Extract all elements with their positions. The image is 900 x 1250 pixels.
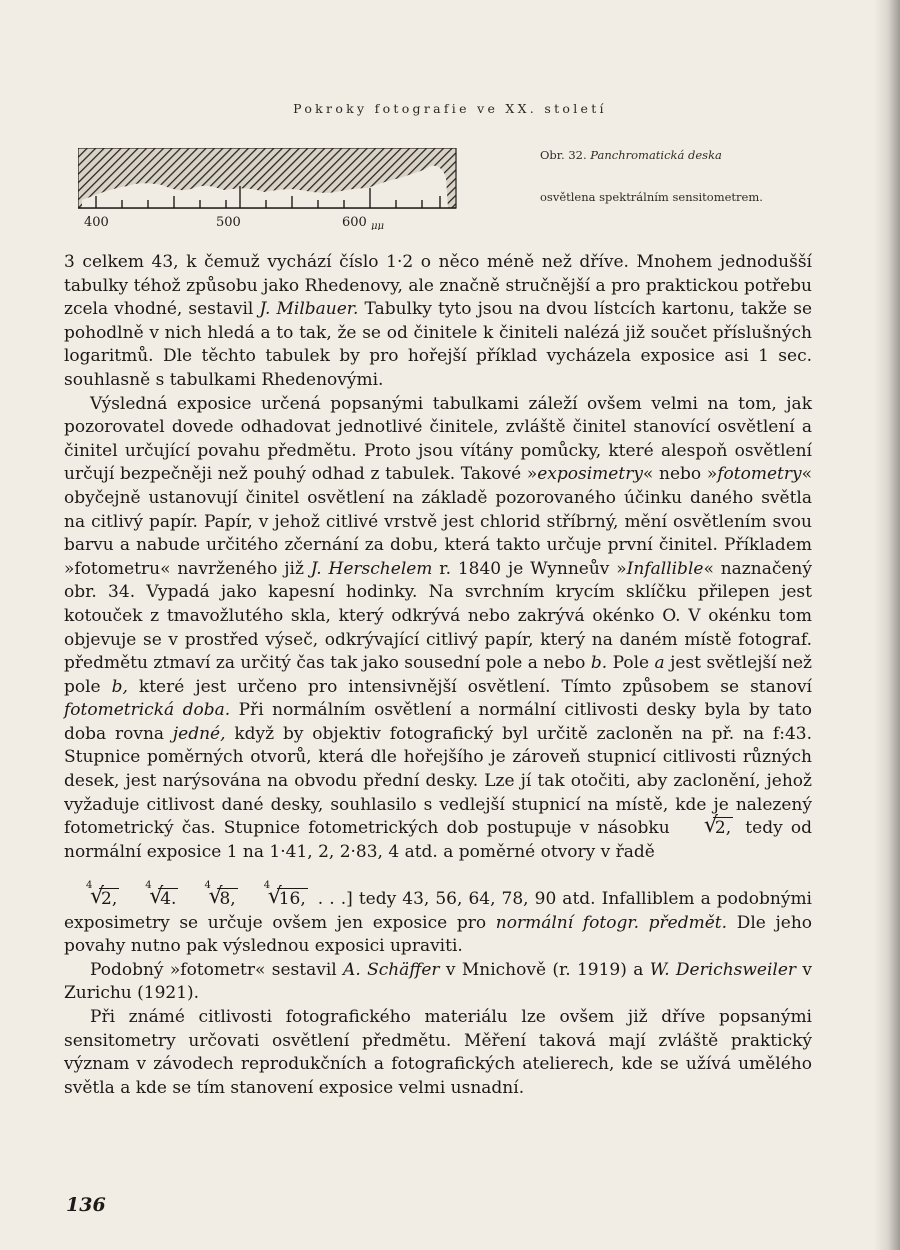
paragraph-3: Podobný »fotometr« sestavil A. Schäffer v Mnichově (r. 1919) a W. Derichsweiler v Zurichu (1921).: [64, 959, 813, 1004]
scale-unit: μμ: [371, 221, 384, 230]
figure-title: Panchromatická deska: [590, 148, 722, 162]
scale-label-500: 500: [216, 215, 241, 230]
spectrogram-figure: [78, 148, 458, 230]
fourth-root-8: 4 √ 8,: [204, 880, 236, 910]
page-edge-shadow: [874, 0, 900, 1250]
page-number: 136: [66, 1194, 106, 1216]
paragraph-1: 3 celkem 43, k čemuž vychází číslo 1·2 o něco méně než dříve. Mnohem jednodušší tabulky téhož způsobu jako Rhedenovy, ale značně stručnější a pro praktickou potřebu zcela vhodné, sestavil J. Milbauer. Tabulky tyto jsou na dvou lístcích kartonu, takže se pohodlně v nich hledá a to tak, že se od činitele k činiteli nalézá již součet příslušných logaritmů. Dle těchto tabulek by pro hořejší příklad vycházela exposice asi 1 sec. souhlasně s tabulkami Rhedenovými.: [64, 252, 813, 390]
scale-label-600: 600: [342, 215, 367, 230]
figure-caption: [540, 148, 800, 204]
figure-subtitle: osvětlena spektrálním sensitometrem.: [540, 190, 763, 204]
paragraph-4: Při známé citlivosti fotografického materiálu lze ovšem již dříve popsanými sensitometry určovati osvětlení předmětu. Měření taková mají zvláště praktický význam v závodech reprodukčních a fotografických atelierech, kde se užívá umělého světla a kde se tím stanovení exposice velmi usnadní.: [64, 1007, 812, 1098]
paragraph-2: Výsledná exposice určená popsanými tabulkami záleží ovšem velmi na tom, jak pozorovatel dovede odhadovat jednotlivé činitele, zvláště činitel stanovící osvětlení a činitel určující povahu předmětu. Proto jsou vítány pomůcky, které alespoň osvětlení určují bezpečněji než pouhý odhad z tabulek. Takové »exposimetry« nebo »fotometry« obyčejně ustanovují činitel osvětlení na základě pozorovaného účinku daného světla na citlivý papír. Papír, v jehož citlivé vrstvě jest chlorid stříbrný, mění osvětlením svou barvu a nabude určitého zčernání za dobu, která takto určuje první činitel. Příkladem »fotometru« navrženého již J. Herschelem r. 1840 je Wynneův »Infallible« naznačený obr. 34. Vypadá jako kapesní hodinky. Na svrchním krycím sklíčku přilepen jest kotouček z tmavožlutého skla, který odkrývá nebo zakrývá okénko O. V okénku tom objevuje se v prostřed výseč, odkrývající citlivý papír, který na daném místě fotograf. předmětu ztmaví za určitý čas tak jako sousední pole a nebo b. Pole a jest světlejší než pole b, které jest určeno pro intensivnější osvětlení. Tímto způsobem se stanoví fotometrická doba. Při normálním osvětlení a normální citlivosti desky byla by tato doba rovna jedné, když by objektiv fotografický byl určitě zacloněn na př. na f:43. Stupnice poměrných otvorů, která dle hořejšího je zároveň stupnicí citlivosti různých desek, jest narýsována na obvodu přední desky. Lze jí tak otočiti, aby zaclonění, jehož vyžaduje citlivost dané desky, souhlasilo s vedlejší stupnicí na místě, kde je nalezený fotometrický čas. Stupnice fotometrických dob postupuje v násobku √ 2, tedy od normální exposice 1 na 1·41, 2, 2·83, 4 atd. a poměrné otvory v řadě 4 √ 2, 4 √ 4. 4 √ 8, 4 √ 16, . . .] tedy 43, 56, 64, 78, 90 atd. Infalliblem a podobnými exposimetry se určuje ovšem jen exposice pro normální fotogr. předmět. Dle jeho povahy nutno pak výslednou exposici upraviti.: [64, 393, 813, 957]
figure-number: Obr. 32.: [540, 148, 587, 162]
scale-label-400: 400: [84, 215, 109, 230]
author-schaffer: A. Schäffer: [343, 959, 440, 980]
body-text: [64, 251, 812, 1100]
running-header: Pokroky fotografie ve XX. století: [293, 101, 607, 116]
spectrogram-image: [78, 148, 458, 230]
author-derichsweiler: W. Derichsweiler: [649, 959, 797, 980]
fourth-root-2: 4 √ 2,: [86, 880, 118, 910]
author-herschel: J. Herschelem: [310, 558, 433, 579]
fourth-root-4: 4 √ 4.: [145, 880, 177, 910]
author-milbauer: J. Milbauer.: [259, 299, 359, 320]
fourth-root-16: 4 √ 16,: [263, 880, 306, 910]
square-root-2: √ 2,: [703, 813, 732, 839]
